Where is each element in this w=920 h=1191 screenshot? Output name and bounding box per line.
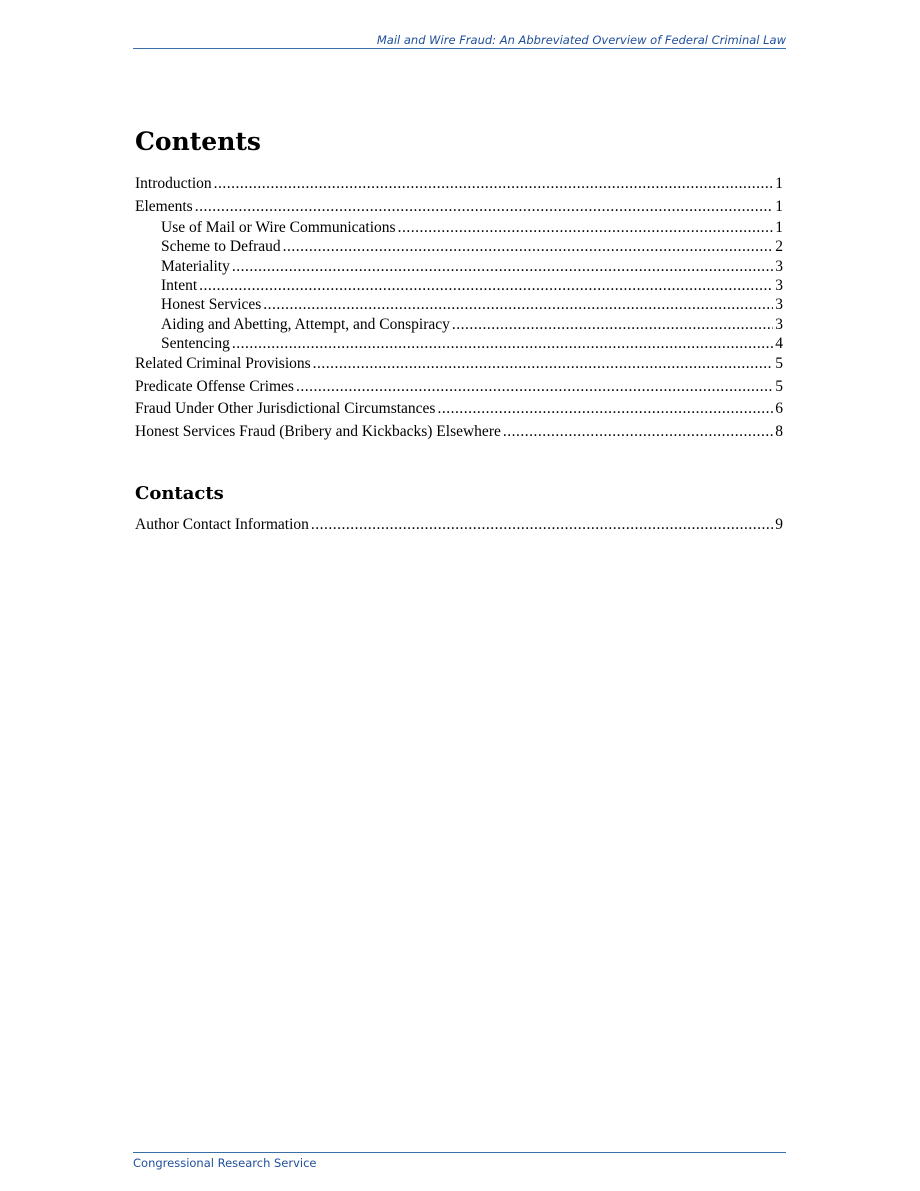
toc-dot-leader <box>214 173 774 196</box>
toc-entry-label: Predicate Offense Crimes <box>135 377 294 395</box>
toc-entry-use-of-mail-or-wire[interactable] <box>135 218 783 237</box>
toc-entry-introduction[interactable] <box>135 173 783 196</box>
toc-page-number: 3 <box>775 257 783 275</box>
toc-entry-label: Intent <box>161 277 198 295</box>
toc-entry-label: Author Contact Information <box>135 516 309 533</box>
table-of-contents <box>135 173 783 444</box>
toc-entry-label: Honest Services <box>161 296 262 314</box>
toc-entry-label: Introduction <box>135 175 212 192</box>
toc-dot-leader <box>283 237 774 256</box>
toc-entry-materiality[interactable] <box>135 257 783 276</box>
toc-dot-leader <box>398 218 774 237</box>
toc-page-number: 5 <box>775 377 783 395</box>
toc-dot-leader <box>232 257 773 276</box>
toc-entry-sentencing[interactable] <box>135 334 783 353</box>
footer-source: Congressional Research Service <box>133 1156 317 1170</box>
toc-entry-label: Honest Services Fraud (Bribery and Kickbacks) Elsewhere <box>135 423 501 441</box>
toc-dot-leader <box>296 376 773 399</box>
toc-entry-label: Use of Mail or Wire Communications <box>161 219 396 237</box>
toc-entry-intent[interactable] <box>135 276 783 295</box>
toc-entry-related-criminal-provisions[interactable] <box>135 353 783 376</box>
toc-dot-leader <box>311 514 773 537</box>
toc-entry-scheme-to-defraud[interactable] <box>135 237 783 256</box>
toc-page-number: 1 <box>775 175 783 192</box>
toc-page-number: 4 <box>775 334 783 352</box>
toc-entry-aiding-and-abetting[interactable] <box>135 315 783 334</box>
toc-page-number: 1 <box>775 197 783 215</box>
toc-dot-leader <box>503 421 773 444</box>
toc-dot-leader <box>452 315 773 334</box>
toc-page-number: 6 <box>775 400 783 418</box>
toc-entry-label: Materiality <box>161 257 230 275</box>
toc-entry-label: Elements <box>135 197 193 215</box>
toc-dot-leader <box>263 295 773 314</box>
toc-entry-honest-services[interactable] <box>135 295 783 314</box>
toc-page-number: 9 <box>775 516 783 533</box>
toc-entry-fraud-under-other-jurisdictional[interactable] <box>135 398 783 421</box>
toc-entry-elements[interactable] <box>135 196 783 219</box>
toc-page-number: 5 <box>775 355 783 373</box>
toc-entry-label: Sentencing <box>161 334 230 352</box>
page-footer <box>133 1152 786 1170</box>
toc-page-number: 2 <box>775 238 783 256</box>
contacts-list <box>135 514 783 537</box>
toc-entry-honest-services-fraud-elsewhere[interactable] <box>135 421 783 444</box>
toc-dot-leader <box>232 334 773 353</box>
running-header <box>133 33 786 49</box>
toc-page-number: 1 <box>775 219 783 237</box>
toc-dot-leader <box>313 353 774 376</box>
toc-page-number: 3 <box>775 296 783 314</box>
toc-entry-label: Fraud Under Other Jurisdictional Circumstances <box>135 400 436 418</box>
toc-entry-label: Aiding and Abetting, Attempt, and Conspiracy <box>161 315 450 333</box>
toc-entry-author-contact-information[interactable] <box>135 514 783 537</box>
running-header-title: Mail and Wire Fraud: An Abbreviated Overview of Federal Criminal Law <box>376 33 786 47</box>
contents-heading: Contents <box>135 127 262 156</box>
toc-entry-label: Related Criminal Provisions <box>135 355 311 373</box>
contacts-heading: Contacts <box>135 483 224 504</box>
toc-entry-label: Scheme to Defraud <box>161 238 281 256</box>
toc-page-number: 3 <box>775 277 783 295</box>
toc-page-number: 3 <box>775 315 783 333</box>
toc-dot-leader <box>437 398 773 421</box>
toc-entry-predicate-offense-crimes[interactable] <box>135 376 783 399</box>
toc-dot-leader <box>199 276 773 295</box>
toc-dot-leader <box>195 196 774 219</box>
toc-page-number: 8 <box>775 423 783 441</box>
